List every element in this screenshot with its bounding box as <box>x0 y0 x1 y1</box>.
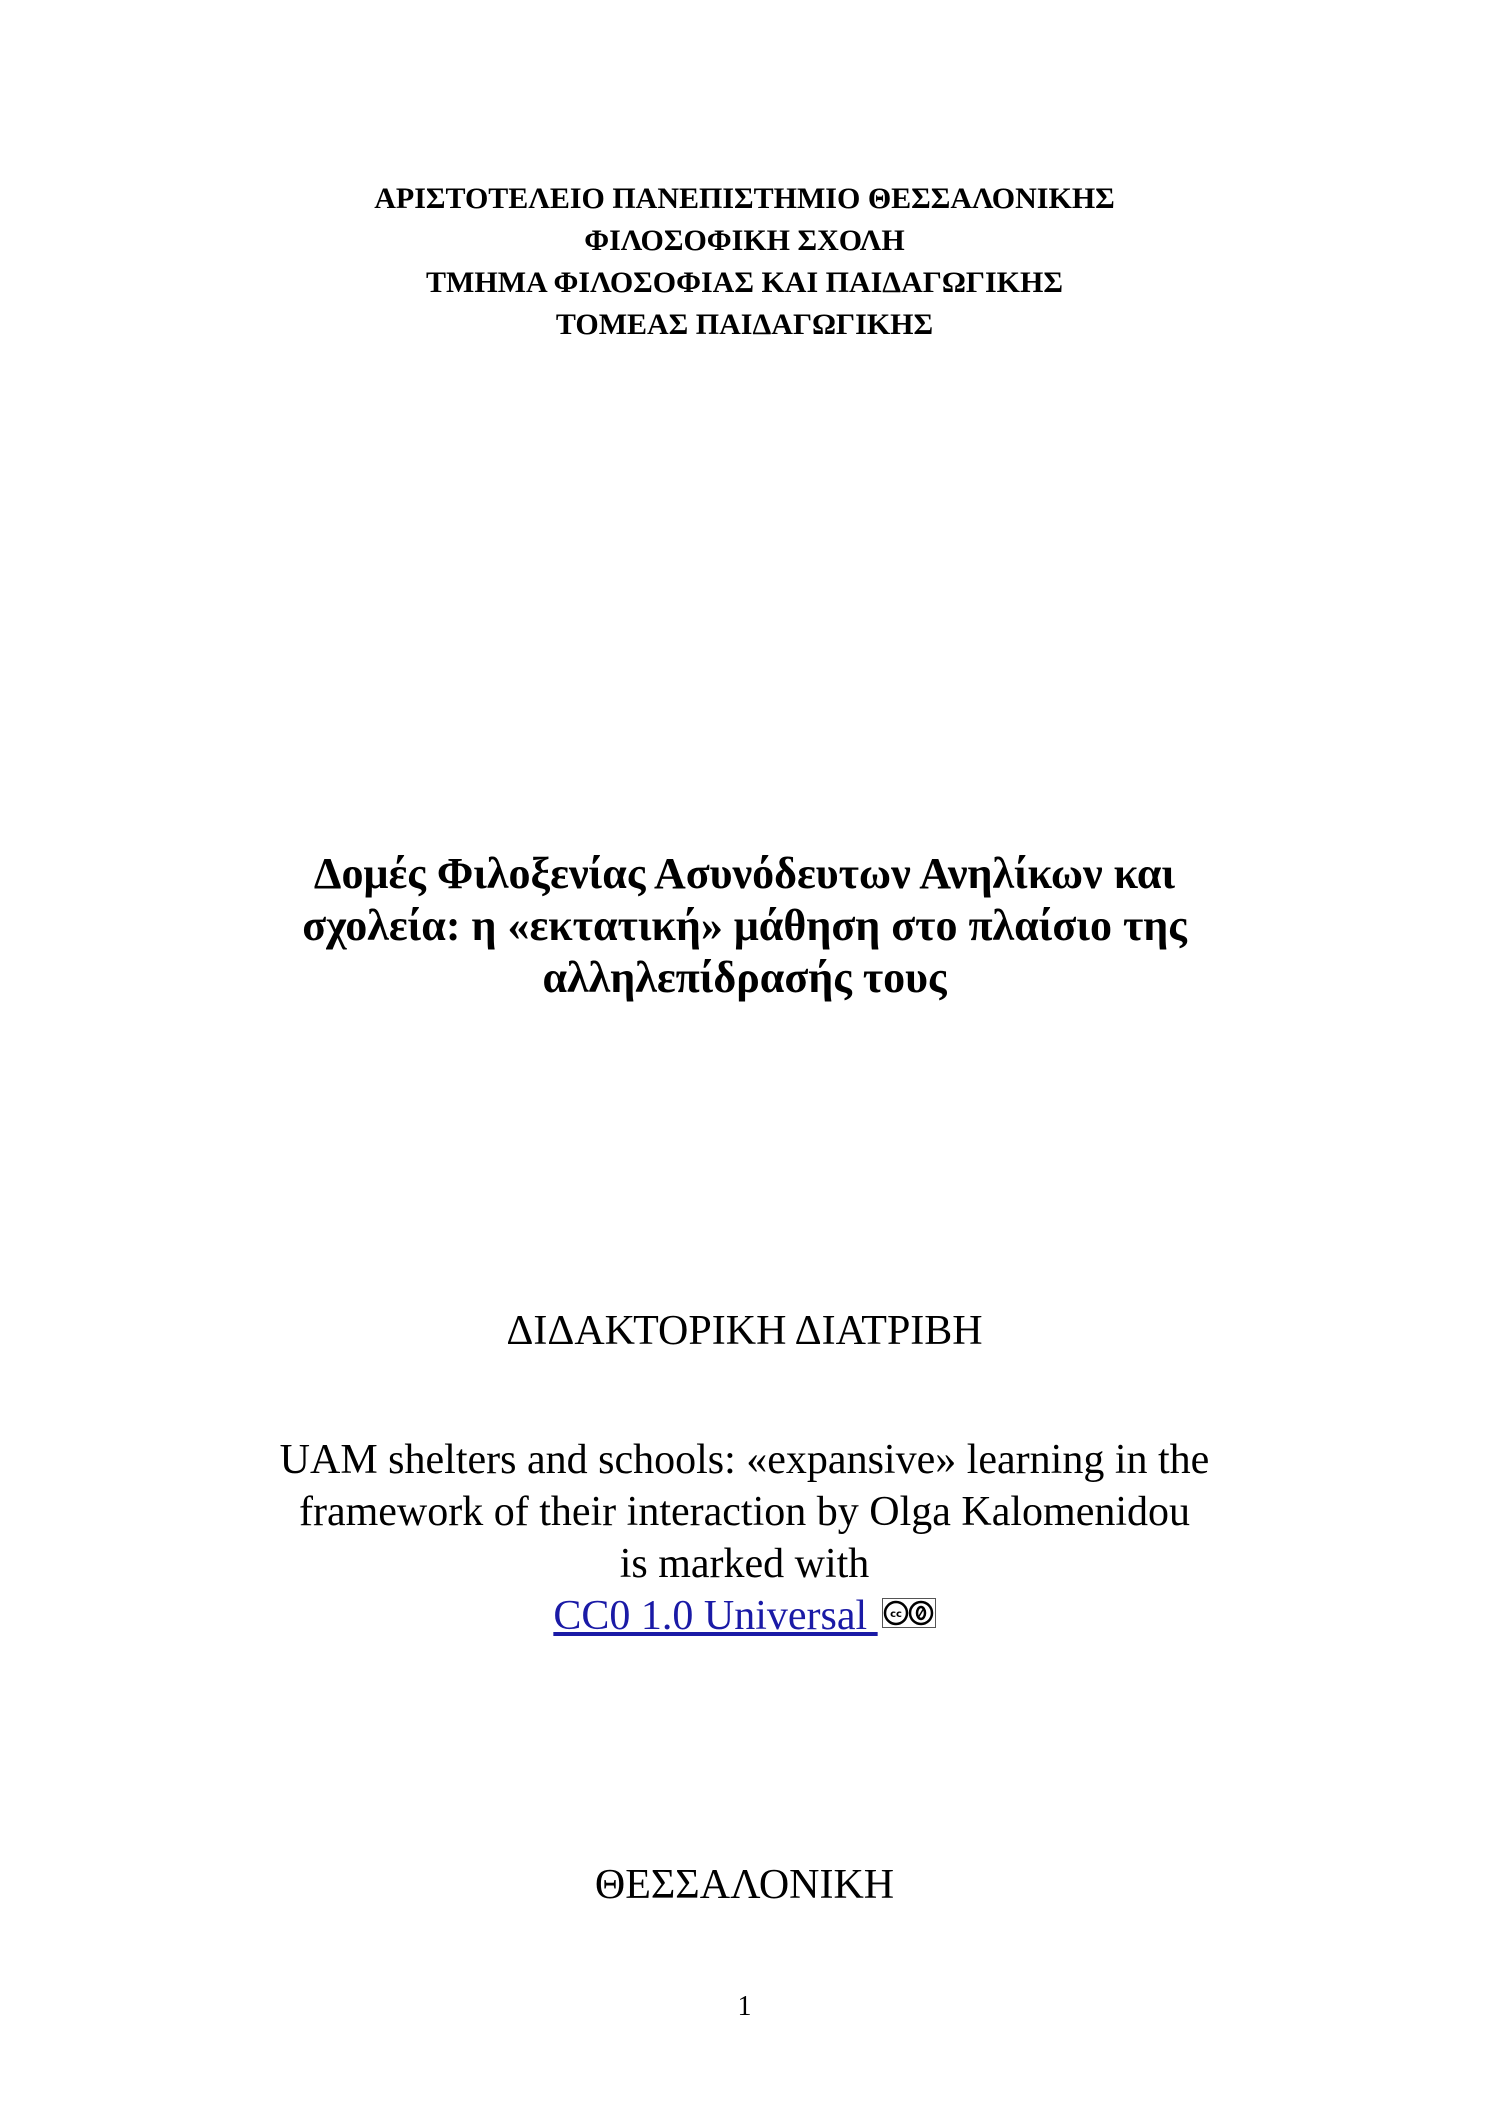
license-statement <box>0 1434 1489 1645</box>
department-name: ΤΜΗΜΑ ΦΙΛΟΣΟΦΙΑΣ ΚΑΙ ΠΑΙΔΑΓΩΓΙΚΗΣ <box>426 266 1063 299</box>
license-line: UAM shelters and schools: «expansive» learning in the <box>279 1437 1210 1483</box>
thesis-title <box>0 848 1489 1004</box>
sector-name: ΤΟΜΕΑΣ ΠΑΙΔΑΓΩΓΙΚΗΣ <box>555 308 934 341</box>
cc-zero-icon[interactable] <box>882 1589 936 1641</box>
university-name: ΑΡΙΣΤΟΤΕΛΕΙΟ ΠΑΝΕΠΙΣΤΗΜΙΟ ΘΕΣΣΑΛΟΝΙΚΗΣ <box>374 182 1115 215</box>
license-link[interactable]: CC0 1.0 Universal <box>553 1593 878 1639</box>
title-line: αλληλεπίδρασής τους <box>542 953 947 1002</box>
institution-header <box>0 178 1489 346</box>
title-line: Δομές Φιλοξενίας Ασυνόδευτων Ανηλίκων και <box>313 849 1176 898</box>
page-number: 1 <box>737 1991 752 2022</box>
svg-text:cc: cc <box>889 1609 902 1621</box>
license-line: framework of their interaction by Olga Kalomenidou <box>298 1489 1191 1535</box>
title-line: σχολεία: η «εκτατική» μάθηση στο πλαίσιο της <box>302 901 1187 950</box>
city-name: ΘΕΣΣΑΛΟΝΙΚΗ <box>594 1862 895 1908</box>
license-line: is marked with <box>619 1541 870 1587</box>
document-type: ΔΙΔΑΚΤΟΡΙΚΗ ΔΙΑΤΡΙΒΗ <box>506 1308 983 1354</box>
school-name: ΦΙΛΟΣΟΦΙΚΗ ΣΧΟΛΗ <box>584 224 905 257</box>
license-link-line <box>0 1590 1489 1645</box>
